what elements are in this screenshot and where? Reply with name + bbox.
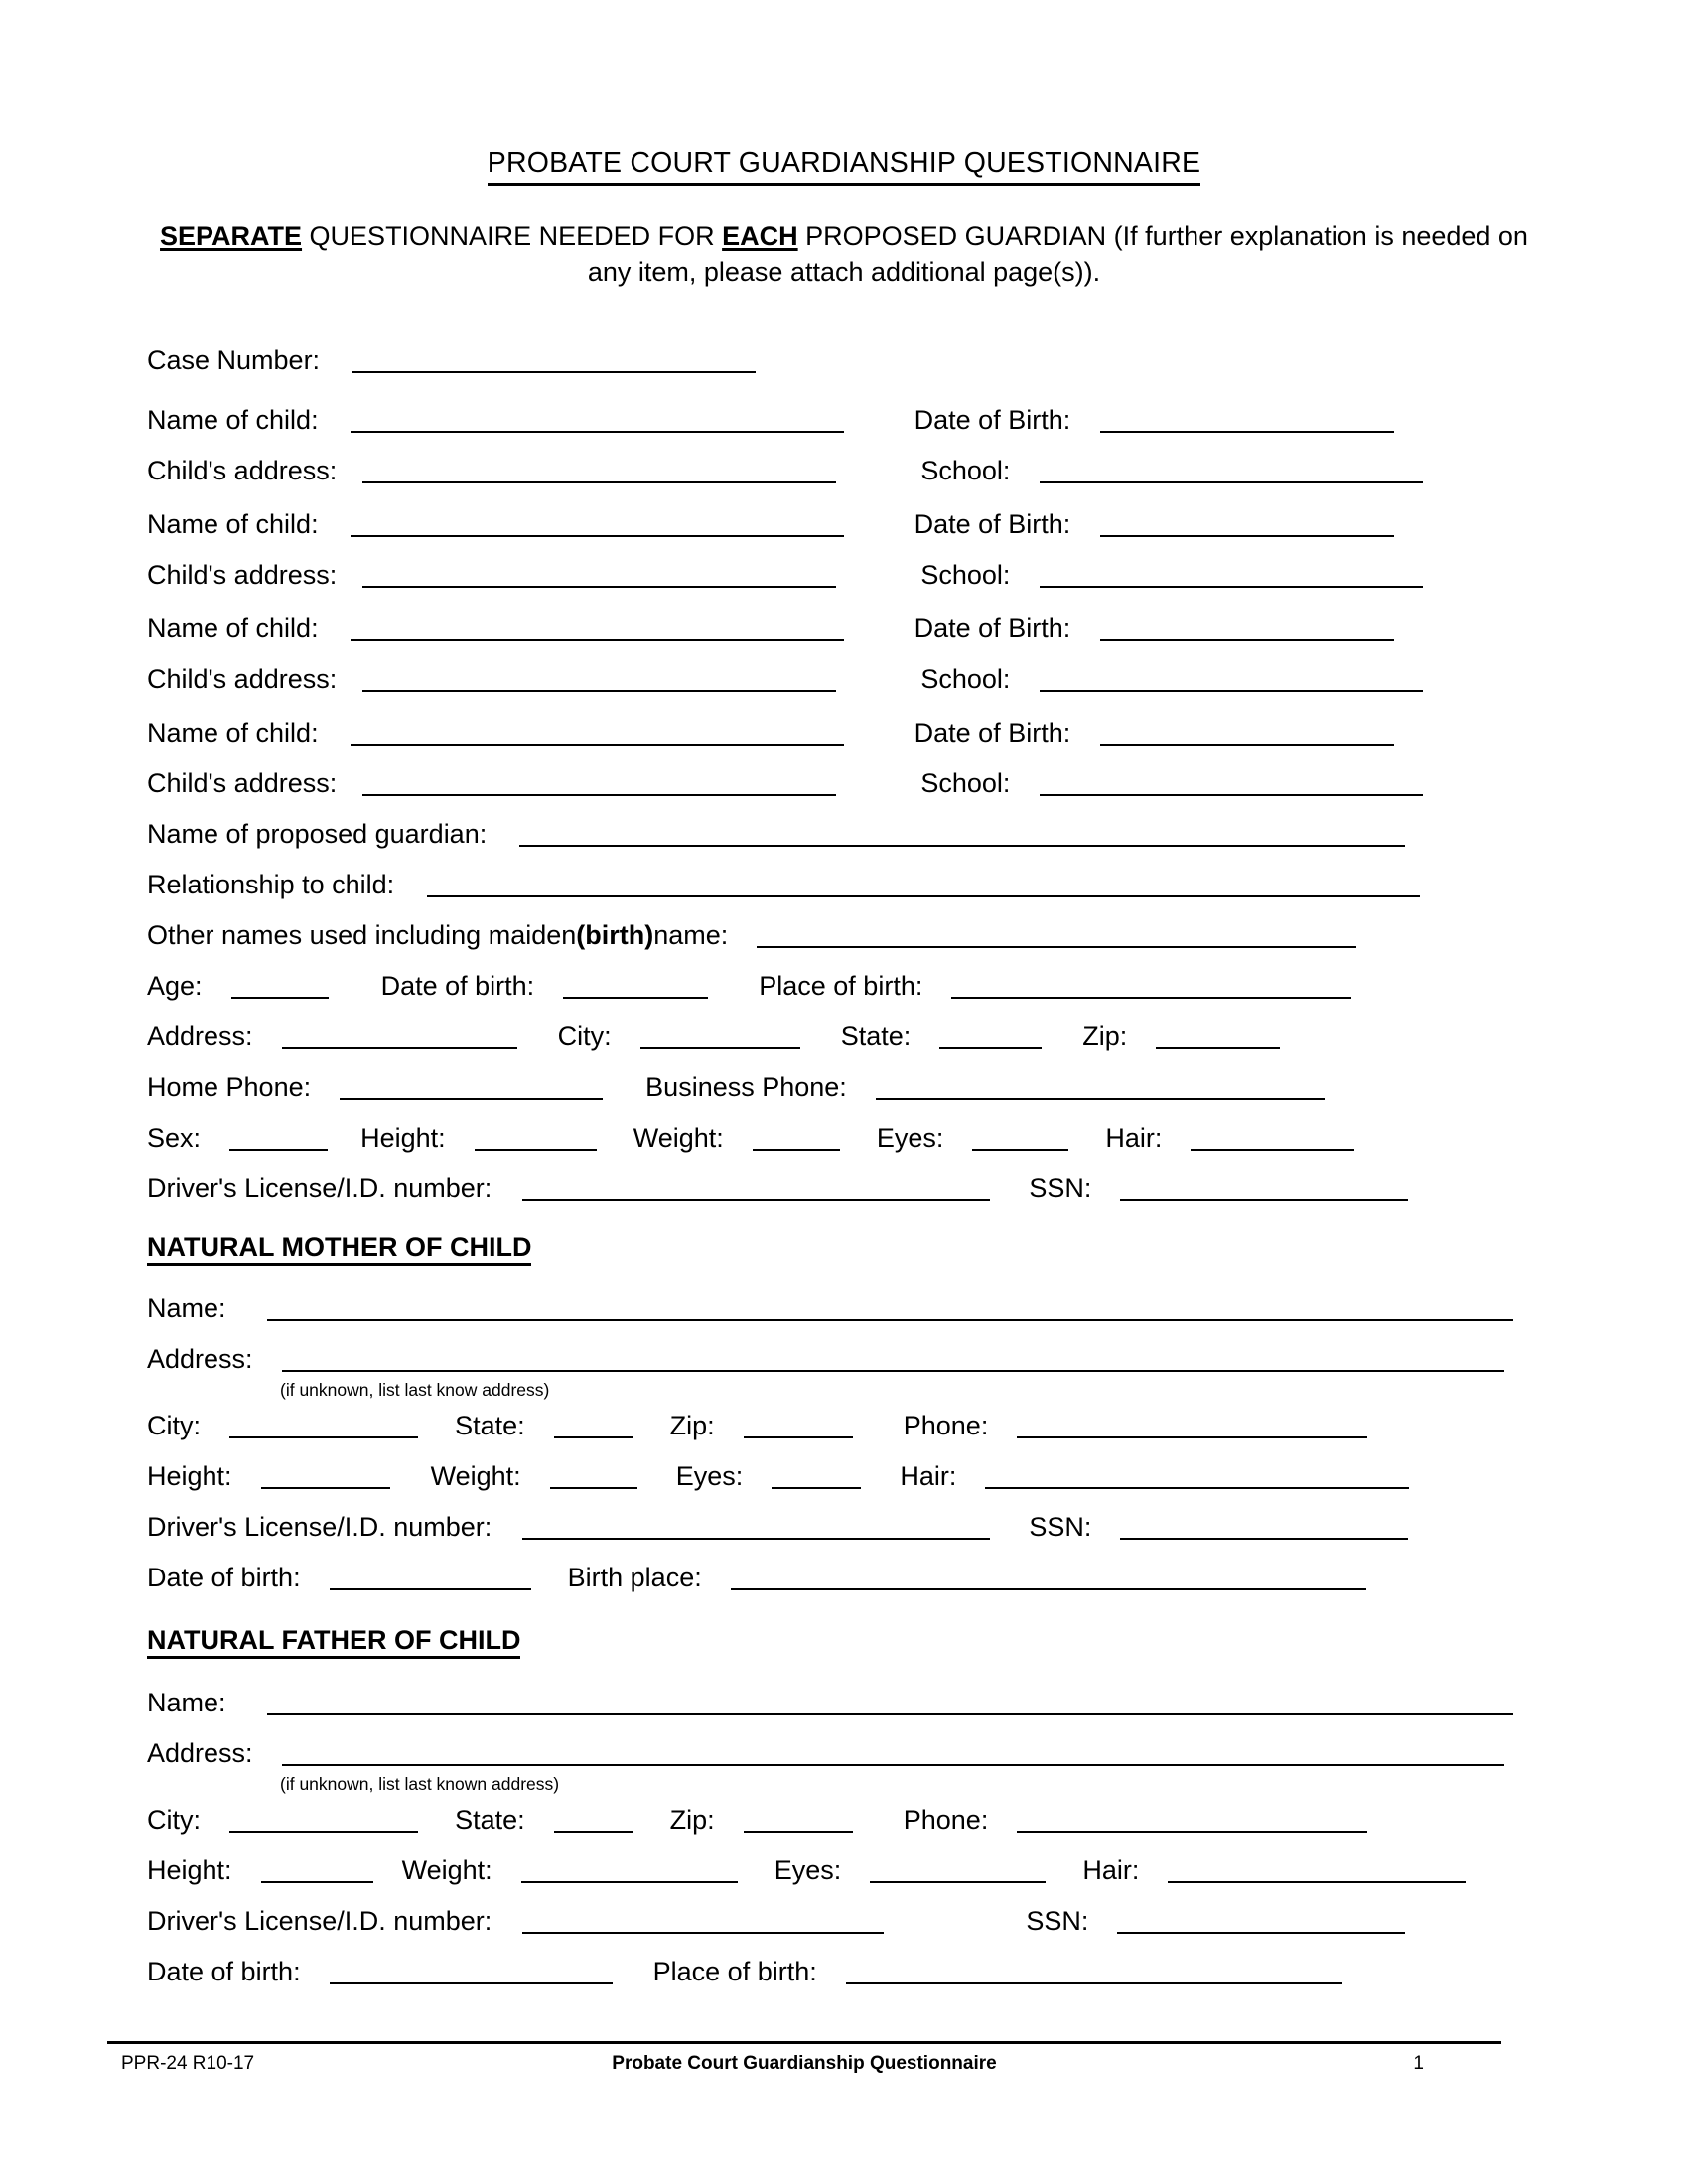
child-4-name-input[interactable]	[351, 718, 844, 746]
guardian-relationship-label: Relationship to child:	[147, 870, 395, 899]
father-dl-ssn-row	[147, 1906, 1501, 1936]
child-1-address-input[interactable]	[362, 456, 836, 483]
guardian-dob-label: Date of birth:	[380, 971, 535, 1001]
guardian-business-phone-label: Business Phone:	[645, 1072, 847, 1102]
father-zip-input[interactable]	[744, 1805, 853, 1833]
mother-ssn-input[interactable]	[1120, 1512, 1408, 1540]
mother-eyes-input[interactable]	[772, 1461, 861, 1489]
guardian-city-input[interactable]	[640, 1022, 800, 1049]
guardian-address-row	[147, 1022, 1501, 1051]
mother-birth-place-label: Birth place:	[567, 1563, 702, 1592]
mother-dob-label: Date of birth:	[147, 1563, 301, 1592]
mother-birth-place-input[interactable]	[731, 1563, 1366, 1590]
guardian-weight-label: Weight:	[633, 1123, 724, 1153]
guardian-age-dob-birthplace-row	[147, 971, 1501, 1001]
section-heading-natural-father	[147, 1625, 520, 1656]
child-4-address-input[interactable]	[362, 768, 836, 796]
guardian-ssn-input[interactable]	[1120, 1173, 1408, 1201]
guardian-other-names-birth-emphasis: (birth)	[576, 920, 654, 950]
child-3-name-row	[147, 614, 1501, 643]
mother-phone-input[interactable]	[1017, 1411, 1367, 1438]
guardian-business-phone-input[interactable]	[876, 1072, 1325, 1100]
child-2-dob-label: Date of Birth:	[914, 509, 1071, 539]
mother-drivers-license-input[interactable]	[522, 1512, 990, 1540]
father-address-label: Address:	[147, 1738, 253, 1768]
mother-height-input[interactable]	[261, 1461, 390, 1489]
mother-city-state-zip-phone-row	[147, 1411, 1501, 1440]
mother-state-label: State:	[455, 1411, 525, 1440]
mother-zip-input[interactable]	[744, 1411, 853, 1438]
guardian-height-input[interactable]	[475, 1123, 597, 1151]
guardian-age-label: Age:	[147, 971, 203, 1001]
child-1-school-label: School:	[920, 456, 1011, 485]
mother-weight-label: Weight:	[430, 1461, 521, 1491]
father-drivers-license-input[interactable]	[522, 1906, 884, 1934]
child-1-dob-label: Date of Birth:	[914, 405, 1071, 435]
guardian-state-label: State:	[840, 1022, 912, 1051]
father-state-input[interactable]	[554, 1805, 633, 1833]
guardian-drivers-license-label: Driver's License/I.D. number:	[147, 1173, 492, 1203]
child-4-name-label: Name of child:	[147, 718, 319, 748]
mother-dob-birthplace-row	[147, 1563, 1501, 1592]
father-name-row	[147, 1688, 1501, 1717]
guardian-phones-row	[147, 1072, 1501, 1102]
mother-address-label: Address:	[147, 1344, 253, 1374]
footer-divider	[107, 2041, 1501, 2044]
father-weight-label: Weight:	[401, 1855, 492, 1885]
child-3-school-label: School:	[920, 664, 1011, 694]
guardian-age-input[interactable]	[231, 971, 329, 999]
natural-father-heading-text: NATURAL FATHER OF CHILD	[147, 1625, 520, 1659]
guardian-name-row	[147, 819, 1501, 849]
child-3-name-input[interactable]	[351, 614, 844, 641]
mother-dob-input[interactable]	[330, 1563, 531, 1590]
guardian-sex-label: Sex:	[147, 1123, 202, 1153]
child-2-address-input[interactable]	[362, 560, 836, 588]
child-4-school-label: School:	[920, 768, 1011, 798]
father-place-of-birth-input[interactable]	[846, 1957, 1342, 1984]
father-physical-row	[147, 1855, 1501, 1885]
child-3-school-input[interactable]	[1040, 664, 1423, 692]
mother-ssn-label: SSN:	[1029, 1512, 1092, 1542]
page-title-container	[0, 147, 1688, 186]
section-heading-natural-mother	[147, 1232, 531, 1263]
child-3-dob-label: Date of Birth:	[914, 614, 1071, 643]
child-3-dob-input[interactable]	[1100, 614, 1394, 641]
father-phone-input[interactable]	[1017, 1805, 1367, 1833]
child-4-name-row	[147, 718, 1501, 748]
father-eyes-label: Eyes:	[774, 1855, 842, 1885]
mother-city-input[interactable]	[229, 1411, 418, 1438]
guardian-home-phone-label: Home Phone:	[147, 1072, 312, 1102]
guardian-address-label: Address:	[147, 1022, 253, 1051]
father-name-label: Name:	[147, 1688, 226, 1717]
child-2-school-input[interactable]	[1040, 560, 1423, 588]
subtitle-separate-emphasis: SEPARATE	[160, 221, 303, 251]
mother-hair-input[interactable]	[985, 1461, 1409, 1489]
child-2-address-row	[147, 560, 1501, 590]
subtitle-text-b: PROPOSED GUARDIAN (If further explanation is needed on any item, please attach additional page(s)).	[587, 221, 1528, 287]
mother-state-input[interactable]	[554, 1411, 633, 1438]
child-2-dob-input[interactable]	[1100, 509, 1394, 537]
child-2-name-input[interactable]	[351, 509, 844, 537]
father-zip-label: Zip:	[669, 1805, 715, 1835]
subtitle	[139, 218, 1549, 290]
father-address-input[interactable]	[282, 1738, 1504, 1766]
guardian-eyes-input[interactable]	[972, 1123, 1068, 1151]
guardian-hair-input[interactable]	[1191, 1123, 1354, 1151]
father-city-label: City:	[147, 1805, 201, 1835]
father-phone-label: Phone:	[903, 1805, 989, 1835]
child-4-dob-label: Date of Birth:	[914, 718, 1071, 748]
father-address-note: (if unknown, list last known address)	[280, 1774, 560, 1794]
guardian-relationship-input[interactable]	[427, 870, 1420, 897]
child-1-address-row	[147, 456, 1501, 485]
mother-hair-label: Hair:	[900, 1461, 957, 1491]
guardian-weight-input[interactable]	[753, 1123, 840, 1151]
case-number-input[interactable]	[352, 345, 756, 373]
father-city-state-zip-phone-row	[147, 1805, 1501, 1835]
guardian-sex-input[interactable]	[229, 1123, 328, 1151]
case-number-label: Case Number:	[147, 345, 321, 375]
child-1-name-label: Name of child:	[147, 405, 319, 435]
mother-drivers-license-label: Driver's License/I.D. number:	[147, 1512, 492, 1542]
child-2-address-label: Child's address:	[147, 560, 338, 590]
father-height-input[interactable]	[261, 1855, 373, 1883]
father-dob-birthplace-row	[147, 1957, 1501, 1986]
page-title: PROBATE COURT GUARDIANSHIP QUESTIONNAIRE	[488, 147, 1201, 186]
child-2-name-row	[147, 509, 1501, 539]
child-1-address-label: Child's address:	[147, 456, 338, 485]
guardian-physical-row	[147, 1123, 1501, 1153]
mother-city-label: City:	[147, 1411, 201, 1440]
mother-address-row	[147, 1344, 1501, 1374]
guardian-zip-label: Zip:	[1082, 1022, 1128, 1051]
father-address-row	[147, 1738, 1501, 1768]
child-3-name-label: Name of child:	[147, 614, 319, 643]
father-ssn-input[interactable]	[1117, 1906, 1405, 1934]
guardian-place-of-birth-input[interactable]	[951, 971, 1351, 999]
child-3-address-row	[147, 664, 1501, 694]
guardian-other-names-label-a: Other names used including maiden	[147, 920, 577, 950]
mother-address-note: (if unknown, list last know address)	[280, 1380, 550, 1400]
natural-mother-heading-text: NATURAL MOTHER OF CHILD	[147, 1232, 531, 1266]
guardian-name-label: Name of proposed guardian:	[147, 819, 488, 849]
mother-name-row	[147, 1294, 1501, 1323]
guardian-height-label: Height:	[360, 1123, 446, 1153]
guardian-place-of-birth-label: Place of birth:	[759, 971, 923, 1001]
mother-height-label: Height:	[147, 1461, 232, 1491]
father-name-input[interactable]	[267, 1688, 1513, 1715]
father-state-label: State:	[455, 1805, 525, 1835]
guardian-other-names-row	[147, 920, 1501, 950]
subtitle-each-emphasis: EACH	[722, 221, 798, 251]
case-number-row	[147, 345, 1501, 375]
father-dob-label: Date of birth:	[147, 1957, 301, 1986]
mother-physical-row	[147, 1461, 1501, 1491]
mother-phone-label: Phone:	[903, 1411, 989, 1440]
guardian-home-phone-input[interactable]	[340, 1072, 603, 1100]
child-3-address-label: Child's address:	[147, 664, 338, 694]
father-drivers-license-label: Driver's License/I.D. number:	[147, 1906, 492, 1936]
guardian-city-label: City:	[557, 1022, 612, 1051]
mother-eyes-label: Eyes:	[675, 1461, 744, 1491]
child-2-name-label: Name of child:	[147, 509, 319, 539]
father-hair-label: Hair:	[1082, 1855, 1140, 1885]
father-weight-input[interactable]	[521, 1855, 738, 1883]
mother-weight-input[interactable]	[550, 1461, 637, 1489]
mother-zip-label: Zip:	[669, 1411, 715, 1440]
guardian-zip-input[interactable]	[1156, 1022, 1280, 1049]
guardian-ssn-label: SSN:	[1029, 1173, 1092, 1203]
father-dob-input[interactable]	[330, 1957, 613, 1984]
page-footer	[107, 2053, 1501, 2083]
child-1-name-input[interactable]	[351, 405, 844, 433]
guardian-dl-ssn-row	[147, 1173, 1501, 1203]
mother-name-label: Name:	[147, 1294, 226, 1323]
child-2-school-label: School:	[920, 560, 1011, 590]
mother-dl-ssn-row	[147, 1512, 1501, 1542]
father-city-input[interactable]	[229, 1805, 418, 1833]
guardian-drivers-license-input[interactable]	[522, 1173, 990, 1201]
guardian-eyes-label: Eyes:	[876, 1123, 944, 1153]
guardian-relationship-row	[147, 870, 1501, 899]
child-1-name-row	[147, 405, 1501, 435]
subtitle-text-a: QUESTIONNAIRE NEEDED FOR	[302, 221, 723, 251]
guardian-state-input[interactable]	[939, 1022, 1042, 1049]
father-place-of-birth-label: Place of birth:	[652, 1957, 817, 1986]
child-4-dob-input[interactable]	[1100, 718, 1394, 746]
father-height-label: Height:	[147, 1855, 232, 1885]
guardian-name-input[interactable]	[519, 819, 1405, 847]
child-4-address-label: Child's address:	[147, 768, 338, 798]
child-1-dob-input[interactable]	[1100, 405, 1394, 433]
child-4-school-input[interactable]	[1040, 768, 1423, 796]
footer-title: Probate Court Guardianship Questionnaire	[612, 2053, 997, 2074]
father-ssn-label: SSN:	[1026, 1906, 1089, 1936]
mother-address-input[interactable]	[282, 1344, 1504, 1372]
mother-name-input[interactable]	[267, 1294, 1513, 1321]
footer-form-number: PPR-24 R10-17	[121, 2053, 255, 2074]
guardian-address-input[interactable]	[282, 1022, 517, 1049]
child-4-address-row	[147, 768, 1501, 798]
father-eyes-input[interactable]	[870, 1855, 1046, 1883]
guardian-other-names-label-b: name:	[653, 920, 729, 950]
guardian-hair-label: Hair:	[1105, 1123, 1163, 1153]
footer-page-number: 1	[1413, 2053, 1424, 2074]
child-3-address-input[interactable]	[362, 664, 836, 692]
guardian-dob-input[interactable]	[563, 971, 708, 999]
guardian-other-names-input[interactable]	[757, 920, 1356, 948]
child-1-school-input[interactable]	[1040, 456, 1423, 483]
father-hair-input[interactable]	[1168, 1855, 1466, 1883]
